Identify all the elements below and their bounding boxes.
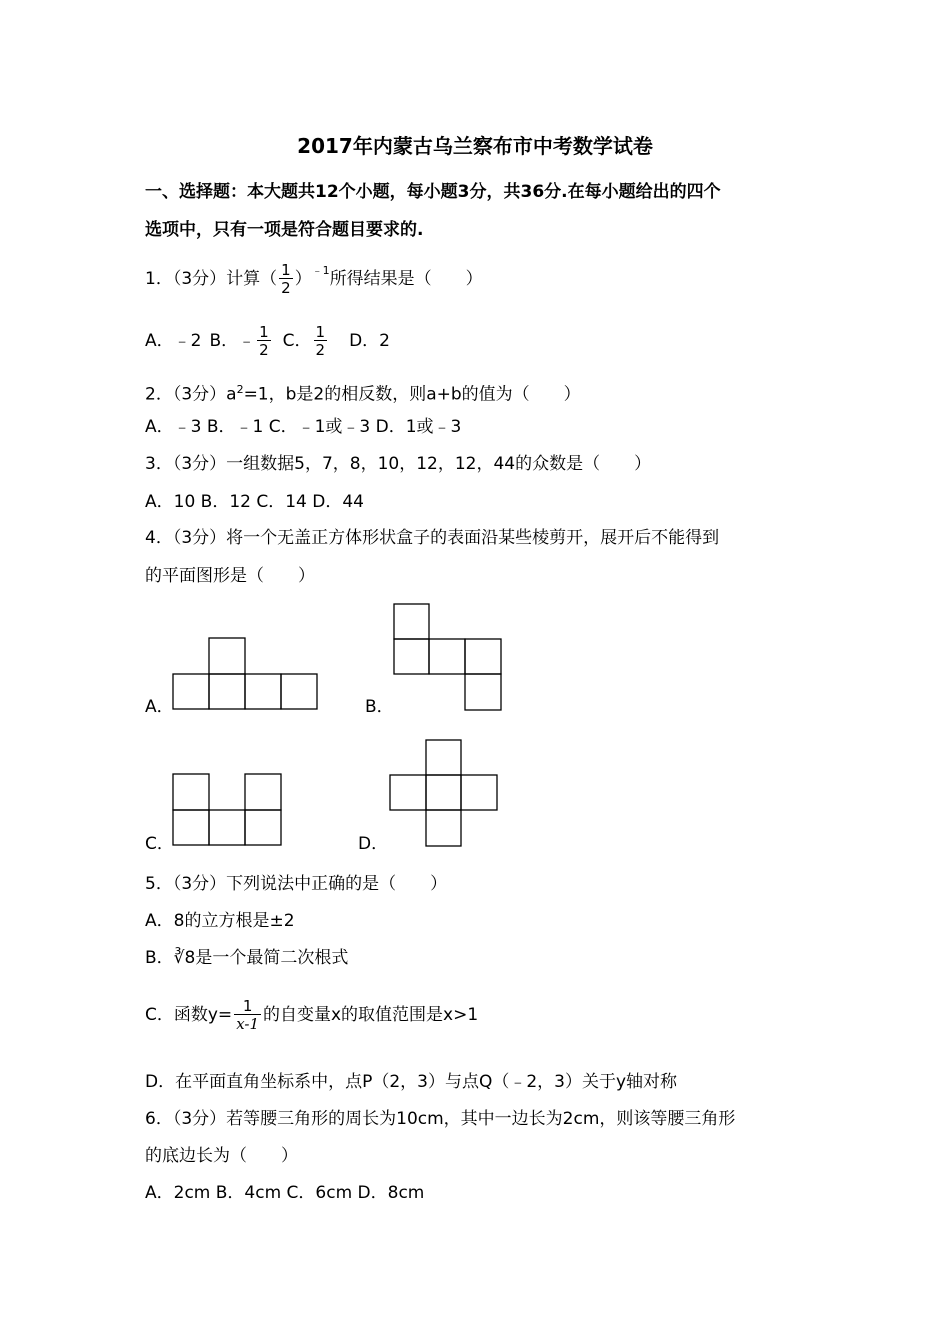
cube-net-figure-a <box>172 637 318 711</box>
question-2-stem <box>145 379 581 406</box>
cube-net-figure-d <box>389 739 499 847</box>
q5-option-c <box>145 993 478 1037</box>
q5-option-c-fraction <box>234 998 261 1032</box>
net-b-square-3 <box>465 639 501 674</box>
q5-option-c-post: 的自变量x的取值范围是x>1 <box>263 1005 479 1025</box>
net-b-square-1 <box>394 639 429 674</box>
q1-stem-tail: 所得结果是（ ） <box>329 269 483 289</box>
q5-option-b-post: 是一个最简二次根式 <box>195 948 349 968</box>
q1-option-d: D．2 <box>349 331 390 351</box>
cube-net-figure-c <box>172 773 282 847</box>
net-a-square-top <box>209 638 245 674</box>
net-a-square-2 <box>209 674 245 709</box>
q1-stem-post: ） <box>294 269 312 289</box>
net-d-square-center <box>426 775 461 810</box>
net-b-square-top <box>394 604 429 639</box>
question-4-stem-line1: 4．（3分）将一个无盖正方体形状盒子的表面沿某些棱剪开，展开后不能得到 <box>145 528 720 548</box>
question-1-options <box>145 320 390 362</box>
question-2-options: A．﹣3 B．﹣1 C．﹣1或﹣3 D．1或﹣3 <box>145 417 462 437</box>
net-d-square-left <box>390 775 426 810</box>
net-a-square-1 <box>173 674 209 709</box>
q1-stem-pre: 1．（3分）计算（ <box>145 269 278 289</box>
q1-option-b-pre: B．﹣ <box>209 331 256 351</box>
net-d-square-right <box>461 775 497 810</box>
q1-option-a: A．﹣2 <box>145 331 202 351</box>
q5-option-d: D．在平面直角坐标系中，点P（2，3）与点Q（﹣2，3）关于y轴对称 <box>145 1072 678 1092</box>
q2-superscript: 2 <box>236 383 244 396</box>
section-header-line2: 选项中，只有一项是符合题目要求的. <box>145 220 424 240</box>
question-6-stem-line1: 6．（3分）若等腰三角形的周长为10cm，其中一边长为2cm，则该等腰三角形 <box>145 1109 736 1129</box>
q1-fraction-numerator: 1 <box>281 261 291 279</box>
section-header-line1: 一、选择题：本大题共12个小题，每小题3分，共36分.在每小题给出的四个 <box>145 182 721 202</box>
q4-option-c-label: C． <box>145 834 174 854</box>
net-b-square-2 <box>429 639 465 674</box>
question-5-stem: 5．（3分）下列说法中正确的是（ ） <box>145 874 448 894</box>
q4-option-d-label: D． <box>358 834 389 854</box>
q5-option-b <box>145 947 348 969</box>
question-3-stem: 3．（3分）一组数据5，7，8，10，12，12，44的众数是（ ） <box>145 454 652 474</box>
question-3-options: A．10 B．12 C．14 D．44 <box>145 492 364 512</box>
net-b-square-bottom <box>465 674 501 710</box>
q1-option-b-numerator: 1 <box>259 323 269 341</box>
question-4-stem-line2: 的平面图形是（ ） <box>145 566 315 586</box>
q1-exponent: ﹣1 <box>311 264 330 277</box>
q5-option-b-radical: ∛8 <box>173 948 196 968</box>
question-1-stem <box>145 258 483 300</box>
q5-option-b-pre: B． <box>145 948 174 968</box>
q1-option-c-numerator: 1 <box>315 323 326 341</box>
net-c-square-top-right <box>245 774 281 810</box>
q2-stem-pre: 2．（3分）a <box>145 384 237 405</box>
q5-option-c-numerator: 1 <box>242 997 253 1015</box>
net-c-square-2 <box>209 810 245 845</box>
q1-fraction-denominator: 2 <box>281 279 291 297</box>
q5-option-a: A．8的立方根是±2 <box>145 911 295 931</box>
net-a-square-4 <box>281 674 317 709</box>
net-c-square-3 <box>245 810 281 845</box>
net-a-square-3 <box>245 674 281 709</box>
q1-option-b-fraction <box>257 324 271 358</box>
question-6-stem-line2: 的底边长为（ ） <box>145 1146 298 1166</box>
net-c-square-1 <box>173 810 209 845</box>
q5-option-c-denominator: x-1 <box>236 1015 259 1033</box>
q1-fraction <box>279 262 293 296</box>
q1-option-c-fraction <box>314 324 328 358</box>
page-title: 2017年内蒙古乌兰察布市中考数学试卷 <box>297 134 653 158</box>
net-d-square-top <box>426 740 461 775</box>
q4-option-b-label: B． <box>365 697 394 717</box>
question-6-options: A．2cm B．4cm C．6cm D．8cm <box>145 1183 425 1203</box>
cube-net-figure-b <box>393 603 503 711</box>
q1-option-b-denominator: 2 <box>259 341 269 359</box>
net-c-square-top-left <box>173 774 209 810</box>
q1-option-c-denominator: 2 <box>315 341 326 359</box>
q1-option-c-pre: C． <box>282 331 312 351</box>
q4-option-a-label: A． <box>145 697 174 717</box>
q5-option-c-pre: C．函数y= <box>145 1005 233 1025</box>
q2-stem-post: =1，b是2的相反数，则a+b的值为（ ） <box>243 384 581 405</box>
net-d-square-bottom <box>426 810 461 846</box>
